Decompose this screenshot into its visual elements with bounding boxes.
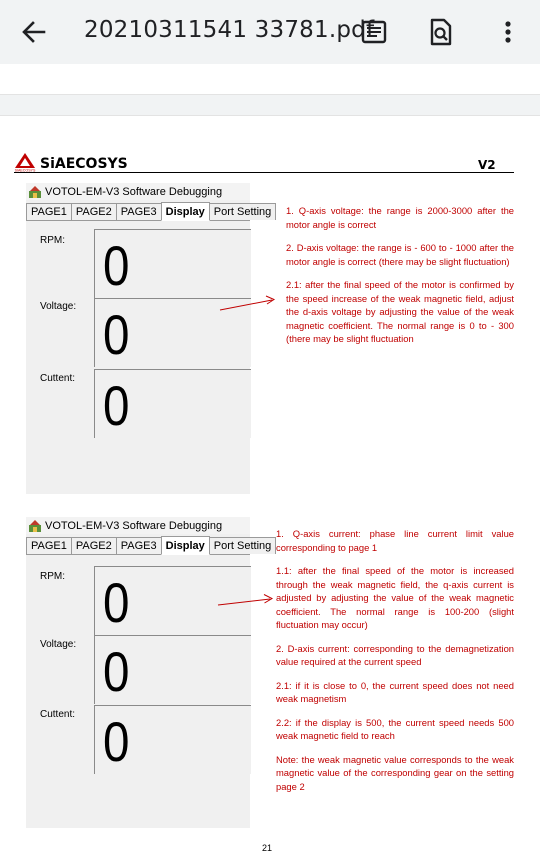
outline-button[interactable]	[356, 14, 392, 50]
voltage-label: Voltage:	[40, 639, 77, 650]
app-icon	[28, 185, 42, 199]
rpm-readout	[94, 229, 251, 298]
window-title: VOTOL-EM-V3 Software Debugging	[45, 185, 223, 198]
debug-window-1	[26, 183, 272, 493]
app-icon	[28, 519, 42, 533]
tab-display[interactable]: Display	[161, 536, 210, 555]
rpm-label: RPM:	[40, 235, 65, 246]
voltage-readout	[94, 635, 251, 704]
window-titlebar	[26, 517, 250, 534]
page-number: 21	[262, 843, 273, 853]
logo-small-text: SIAECOSYS	[14, 168, 36, 173]
current-label: Cuttent:	[40, 373, 76, 384]
current-readout	[94, 705, 251, 774]
voltage-label: Voltage:	[40, 301, 77, 312]
window-titlebar	[26, 183, 250, 200]
brand-name: SiAECOSYS	[40, 156, 128, 172]
note-1-3: 2.1: after the final speed of the motor is confirmed by the speed increase of the weak magnetic field, adjust the d-axis voltage by adjusting the value of the weak magnetic coefficient. The normal range is 0 to - 300 (there may be slight fluctuation	[286, 279, 514, 344]
rpm-label: RPM:	[40, 571, 65, 582]
pointer-arrow-2	[216, 590, 276, 610]
tab-bar	[26, 534, 272, 555]
version-label: V2	[478, 158, 496, 172]
notes-section-1	[286, 204, 514, 346]
current-readout	[94, 369, 251, 438]
tab-display[interactable]: Display	[161, 202, 210, 221]
tab-bar	[26, 200, 272, 221]
note-2-6: Note: the weak magnetic value corresponds to the weak magnetic value of the corresponding gear on the setting page 2	[276, 753, 514, 792]
current-value: 0	[103, 710, 130, 773]
triangle-logo-icon	[14, 152, 36, 172]
page-separator	[0, 94, 540, 116]
tab-page1[interactable]: PAGE1	[26, 203, 72, 220]
more-vert-icon	[493, 17, 523, 47]
display-panel	[26, 221, 250, 494]
more-options-button[interactable]	[490, 14, 526, 50]
outline-list-icon	[359, 17, 389, 47]
toolbar-spacer	[0, 64, 540, 94]
pdf-viewer-toolbar	[0, 0, 540, 64]
tab-port-setting[interactable]: Port Setting	[209, 203, 276, 220]
tab-port-setting[interactable]: Port Setting	[209, 537, 276, 554]
document-title: 20210311541 33781.pdf	[84, 17, 375, 43]
tab-page1[interactable]: PAGE1	[26, 537, 72, 554]
tab-page3[interactable]: PAGE3	[116, 537, 162, 554]
header-rule	[14, 172, 514, 173]
note-1-2: 2. D-axis voltage: the range is - 600 to - 1000 after the motor angle is correct (there may be slight fluctuation)	[286, 242, 514, 267]
tab-page2[interactable]: PAGE2	[71, 537, 117, 554]
note-1-1: 1. Q-axis voltage: the range is 2000-3000 after the motor angle is correct	[286, 205, 514, 230]
current-label: Cuttent:	[40, 709, 76, 720]
current-value: 0	[103, 374, 130, 437]
voltage-value: 0	[103, 303, 130, 366]
note-2-4: 2.1: if it is close to 0, the current speed does not need weak magnetism	[276, 679, 514, 704]
brand-logo	[14, 152, 128, 172]
find-in-document-button[interactable]	[422, 14, 458, 50]
note-2-3: 2. D-axis current: corresponding to the demagnetization value required at the current speed	[276, 642, 514, 667]
arrow-left-icon	[16, 14, 52, 50]
tab-page3[interactable]: PAGE3	[116, 203, 162, 220]
back-button[interactable]	[16, 14, 52, 50]
tab-page2[interactable]: PAGE2	[71, 203, 117, 220]
window-title: VOTOL-EM-V3 Software Debugging	[45, 519, 223, 532]
note-2-2: 1.1: after the final speed of the motor is increased through the weak magnetic field, the q-axis current is adjusted by adjusting the value of the weak magnetic coefficient. The normal range is 100-200 (slight fluctuation may occur)	[276, 565, 514, 630]
rpm-value: 0	[103, 234, 130, 297]
notes-section-2	[276, 527, 514, 793]
note-2-5: 2.2: if the display is 500, the current speed needs 500 weak magnetic field to reach	[276, 716, 514, 741]
document-search-icon	[425, 17, 455, 47]
voltage-value: 0	[103, 640, 130, 703]
pointer-arrow-1	[218, 293, 278, 313]
debug-window-2	[26, 517, 272, 827]
note-2-1: 1. Q-axis current: phase line current limit value corresponding to page 1	[276, 528, 514, 553]
rpm-value: 0	[103, 571, 130, 634]
